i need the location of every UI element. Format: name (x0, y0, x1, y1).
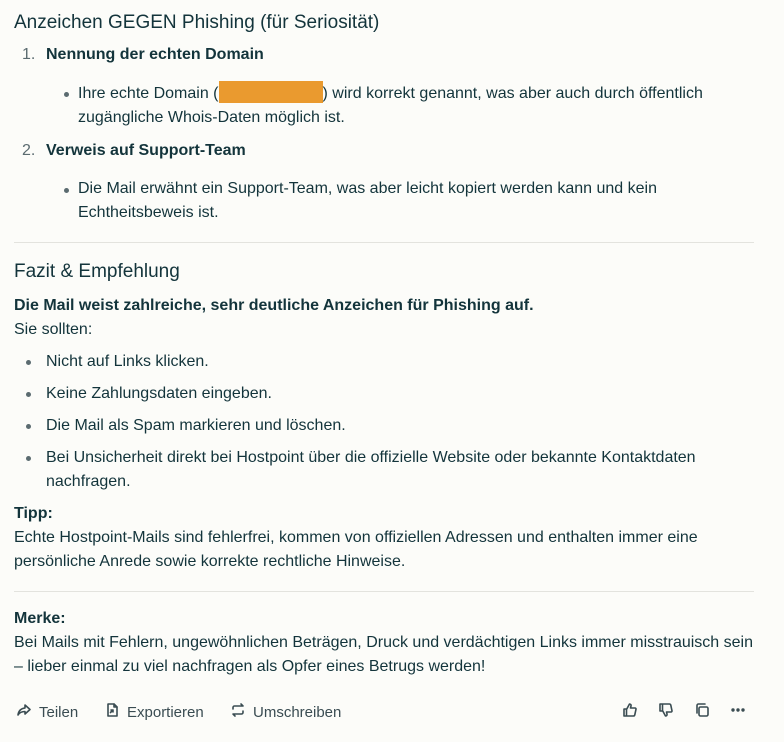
rewrite-icon (230, 702, 246, 722)
bullet-text: Die Mail erwähnt ein Support-Team, was aber leicht kopiert werden kann und kein Echtheitsbeweis ist. (78, 180, 657, 221)
divider (14, 242, 754, 243)
remember-label: Merke: (14, 610, 66, 627)
more-dots-icon (730, 702, 746, 723)
bullet-dot (64, 188, 69, 193)
item-title: Nennung der echten Domain (46, 46, 264, 63)
section-heading-against-phishing: Anzeichen GEGEN Phishing (für Seriosität) (14, 12, 380, 33)
thumbs-up-icon (622, 702, 638, 723)
copy-icon (694, 702, 710, 723)
item-title: Verweis auf Support-Team (46, 142, 246, 159)
conclusion-lead: Sie sollten: (14, 321, 93, 338)
section-heading-conclusion: Fazit & Empfehlung (14, 261, 180, 282)
rewrite-label: Umschreiben (253, 703, 342, 721)
remember-text: Bei Mails mit Fehlern, ungewöhnlichen Beträgen, Druck und verdächtigen Links immer misstrauisch sein – lieber einmal zu viel nachfragen als Opfer eines Betrugs werden! (14, 634, 753, 675)
conclusion-lead-bold: Die Mail weist zahlreiche, sehr deutliche Anzeichen für Phishing auf. (14, 297, 534, 314)
bullet-dot (26, 360, 31, 365)
list-item: Keine Zahlungsdaten eingeben. (46, 385, 272, 402)
thumbs-up-button[interactable] (616, 694, 644, 730)
bullet-dot (26, 424, 31, 429)
bullet-dot (64, 92, 69, 97)
item-number: 1. (22, 46, 36, 63)
bullet-text-end: ) wird korrekt genannt, was aber auch durch öffentlich zugängliche Whois-Daten möglich ist. (78, 85, 703, 126)
divider (14, 591, 754, 592)
export-label: Exportieren (127, 703, 204, 721)
thumbs-down-button[interactable] (652, 694, 680, 730)
bullet-dot (26, 456, 31, 461)
export-button[interactable] (104, 694, 204, 730)
list-item: Nicht auf Links klicken. (46, 353, 209, 370)
redacted-domain (219, 81, 323, 103)
bullet-text-start: Ihre echte Domain ( (78, 85, 219, 102)
share-icon (16, 702, 32, 722)
rewrite-button[interactable] (230, 694, 341, 730)
share-label: Teilen (39, 703, 79, 721)
tip-text: Echte Hostpoint-Mails sind fehlerfrei, kommen von offiziellen Adressen und enthalten immer eine persönliche Anrede sowie korrekte rechtliche Hinweise. (14, 529, 698, 570)
thumbs-down-icon (658, 702, 674, 723)
bullet-text (78, 81, 738, 130)
document-export-icon (104, 702, 120, 722)
answer-toolbar (0, 694, 784, 730)
bullet-dot (26, 392, 31, 397)
tip-label: Tipp: (14, 505, 53, 522)
share-button[interactable] (16, 694, 78, 730)
item-number: 2. (22, 142, 36, 159)
list-item: Bei Unsicherheit direkt bei Hostpoint über die offizielle Website oder bekannte Kontaktdaten nachfragen. (46, 449, 696, 490)
list-item: Die Mail als Spam markieren und löschen. (46, 417, 346, 434)
more-options-button[interactable] (724, 694, 752, 730)
copy-button[interactable] (688, 694, 716, 730)
